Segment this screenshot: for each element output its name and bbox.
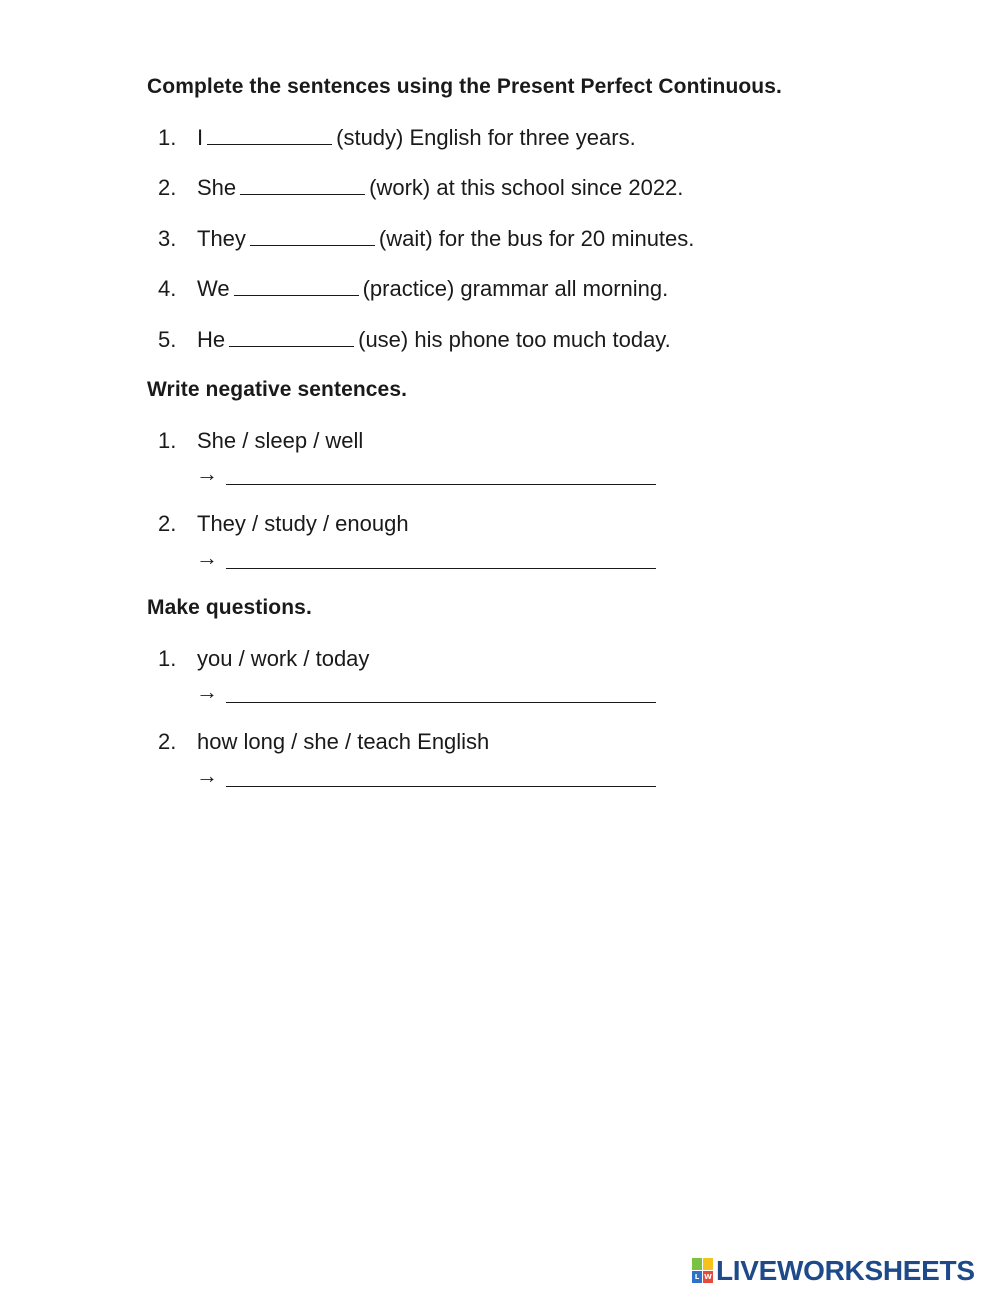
logo-square-red: W bbox=[704, 1273, 712, 1281]
item-number: 1. bbox=[158, 646, 177, 671]
answer-line[interactable] bbox=[226, 568, 656, 569]
sentence-5 bbox=[197, 327, 671, 353]
arrow-icon: → bbox=[196, 461, 218, 486]
sentence-4 bbox=[197, 276, 668, 302]
logo-square-blue: L bbox=[692, 1271, 702, 1283]
prompt-text: She / sleep / well bbox=[197, 428, 364, 453]
item-number: 4. bbox=[158, 276, 177, 301]
sentence-rest: (use) his phone too much today. bbox=[358, 327, 671, 352]
logo-square-yellow bbox=[703, 1258, 713, 1270]
logo-text: LIVEWORKSHEETS bbox=[716, 1255, 975, 1286]
sentence-rest: (work) at this school since 2022. bbox=[369, 175, 684, 200]
prompt-text: you / work / today bbox=[197, 646, 370, 671]
sentence-3 bbox=[197, 226, 694, 252]
sentence-subject: He bbox=[197, 327, 226, 352]
section-heading-questions: Make questions. bbox=[147, 596, 312, 619]
answer-blank[interactable] bbox=[207, 126, 332, 145]
sentence-1 bbox=[197, 125, 636, 151]
arrow-icon: → bbox=[196, 679, 218, 704]
item-number: 5. bbox=[158, 327, 177, 352]
answer-line[interactable] bbox=[226, 786, 656, 787]
sentence-rest: (study) English for three years. bbox=[336, 125, 636, 150]
sentence-subject: They bbox=[197, 226, 246, 251]
answer-blank[interactable] bbox=[234, 277, 359, 296]
item-number: 2. bbox=[158, 175, 177, 200]
answer-line[interactable] bbox=[226, 484, 656, 485]
liveworksheets-logo bbox=[692, 1254, 975, 1288]
sentence-subject: She bbox=[197, 175, 237, 200]
arrow-icon: → bbox=[196, 545, 218, 570]
item-number: 2. bbox=[158, 729, 177, 754]
sentence-subject: We bbox=[197, 276, 230, 301]
sentence-rest: (practice) grammar all morning. bbox=[362, 276, 669, 301]
sentence-2 bbox=[197, 175, 683, 201]
answer-blank[interactable] bbox=[250, 227, 375, 246]
item-number: 3. bbox=[158, 226, 177, 251]
section-heading-present-perfect: Complete the sentences using the Present Perfect Continuous. bbox=[147, 75, 782, 98]
item-number: 1. bbox=[158, 428, 177, 453]
logo-mark-icon bbox=[692, 1258, 714, 1284]
sentence-subject: I bbox=[197, 125, 204, 150]
prompt-text: how long / she / teach English bbox=[197, 729, 490, 754]
item-number: 2. bbox=[158, 511, 177, 536]
section-heading-negative: Write negative sentences. bbox=[147, 378, 408, 401]
item-number: 1. bbox=[158, 125, 177, 150]
logo-square-green bbox=[692, 1258, 702, 1270]
answer-blank[interactable] bbox=[229, 328, 354, 347]
answer-blank[interactable] bbox=[240, 176, 365, 195]
prompt-text: They / study / enough bbox=[197, 511, 409, 536]
arrow-icon: → bbox=[196, 763, 218, 788]
sentence-rest: (wait) for the bus for 20 minutes. bbox=[378, 226, 695, 251]
answer-line[interactable] bbox=[226, 702, 656, 703]
